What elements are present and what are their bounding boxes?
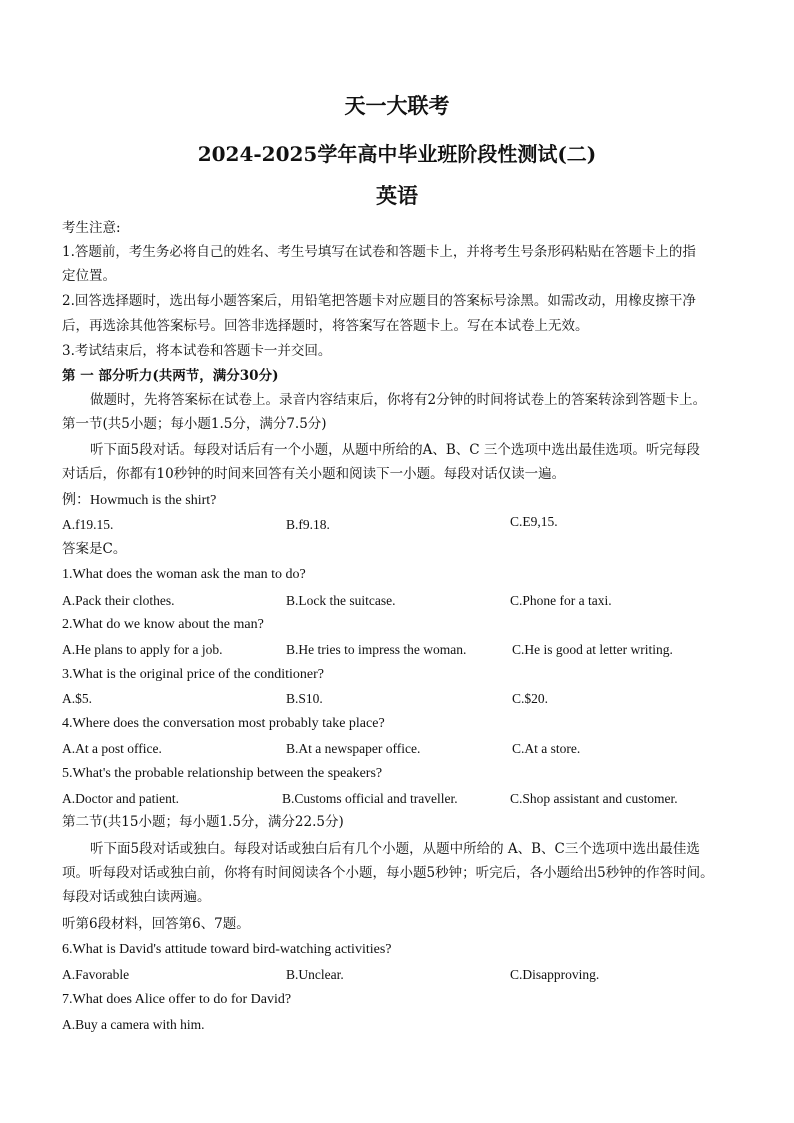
q2-option-a: A.He plans to apply for a job. [62, 642, 223, 657]
example-question: 例：Howmuch is the shirt? [62, 493, 217, 508]
question-5: 5.What's the probable relationship between the speakers? [62, 766, 383, 781]
example-answer: 答案是C。 [62, 541, 127, 557]
material-6-instruction: 听第6段材料，回答第6、7题。 [62, 916, 250, 932]
q3-option-b: B.S10. [286, 691, 323, 706]
q3-option-c: C.$20. [512, 691, 549, 706]
question-6: 6.What is David's attitude toward bird-watching activities? [62, 942, 392, 957]
example-option-a: A.f19.15. [62, 517, 114, 532]
notice-heading: 考生注意: [62, 220, 121, 236]
q1-option-b: B.Lock the suitcase. [286, 593, 396, 608]
q5-option-a: A.Doctor and patient. [62, 791, 179, 806]
q3-option-a: A.$5. [62, 691, 92, 706]
exam-title: 2024-2025学年高中毕业班阶段性测试(二) [197, 142, 597, 166]
q1-option-a: A.Pack their clothes. [62, 593, 175, 608]
q5-option-c: C.Shop assistant and customer. [510, 791, 678, 806]
section2-instruction-line-1: 听下面5段对话或独白。每段对话或独白后有几个小题，从题中所给的 A、B、C三个选项中选出最佳选 [90, 841, 700, 857]
example-option-c: C.E9,15. [510, 514, 558, 529]
q5-option-b: B.Customs official and traveller. [282, 791, 458, 806]
section2-instruction-line-3: 每段对话或独白读两遍。 [62, 889, 211, 905]
part1-heading: 第 一 部分听力(共两节，满分30分) [62, 368, 279, 384]
notice-item-2-line-1: 2.回答选择题时，选出每小题答案后，用铅笔把答题卡对应题目的答案标号涂黑。如需改动，用橡皮擦干净 [62, 293, 696, 309]
section2-heading: 第二节(共15小题；每小题1.5分，满分22.5分) [62, 814, 344, 830]
section1-instruction-line-2: 对话后，你都有10秒钟的时间来回答有关小题和阅读下一小题。每段对话仅读一遍。 [62, 466, 566, 482]
q2-option-b: B.He tries to impress the woman. [286, 642, 467, 657]
exam-organizer-title: 天一大联考 [344, 93, 450, 118]
q6-option-a: A.Favorable [62, 967, 130, 982]
notice-item-2-line-2: 后，再选涂其他答案标号。回答非选择题时，将答案写在答题卡上。写在本试卷上无效。 [62, 318, 589, 334]
question-2: 2.What do we know about the man? [62, 617, 264, 632]
q4-option-b: B.At a newspaper office. [286, 741, 421, 756]
question-3: 3.What is the original price of the conditioner? [62, 667, 325, 682]
q6-option-b: B.Unclear. [286, 967, 344, 982]
question-4: 4.Where does the conversation most probably take place? [62, 716, 385, 731]
q4-option-c: C.At a store. [512, 741, 581, 756]
notice-item-1-line-1: 1.答题前，考生务必将自己的姓名、考生号填写在试卷和答题卡上，并将考生号条形码粘贴在答题卡上的指 [62, 244, 696, 260]
example-option-b: B.f9.18. [286, 517, 330, 532]
part1-intro: 做题时，先将答案标在试卷上。录音内容结束后，你将有2分钟的时间将试卷上的答案转涂到答题卡上。 [90, 392, 707, 408]
notice-item-3: 3.考试结束后，将本试卷和答题卡一并交回。 [62, 343, 332, 359]
q2-option-c: C.He is good at letter writing. [512, 642, 673, 657]
section2-instruction-line-2: 项。听每段对话或独白前，你将有时间阅读各个小题，每小题5秒钟；听完后，各小题给出5秒钟的作答时间。 [62, 865, 714, 881]
q6-option-c: C.Disapproving. [510, 967, 600, 982]
q4-option-a: A.At a post office. [62, 741, 162, 756]
question-1: 1.What does the woman ask the man to do? [62, 567, 306, 582]
q7-option-a: A.Buy a camera with him. [62, 1017, 205, 1032]
notice-item-1-line-2: 定位置。 [62, 268, 116, 284]
section1-heading: 第一节(共5小题；每小题1.5分，满分7.5分) [62, 416, 327, 432]
q1-option-c: C.Phone for a taxi. [510, 593, 612, 608]
question-7: 7.What does Alice offer to do for David? [62, 992, 292, 1007]
section1-instruction-line-1: 听下面5段对话。每段对话后有一个小题，从题中所给的A、B、C 三个选项中选出最佳选项。听完每段 [90, 442, 700, 458]
subject-title: 英语 [376, 183, 418, 208]
